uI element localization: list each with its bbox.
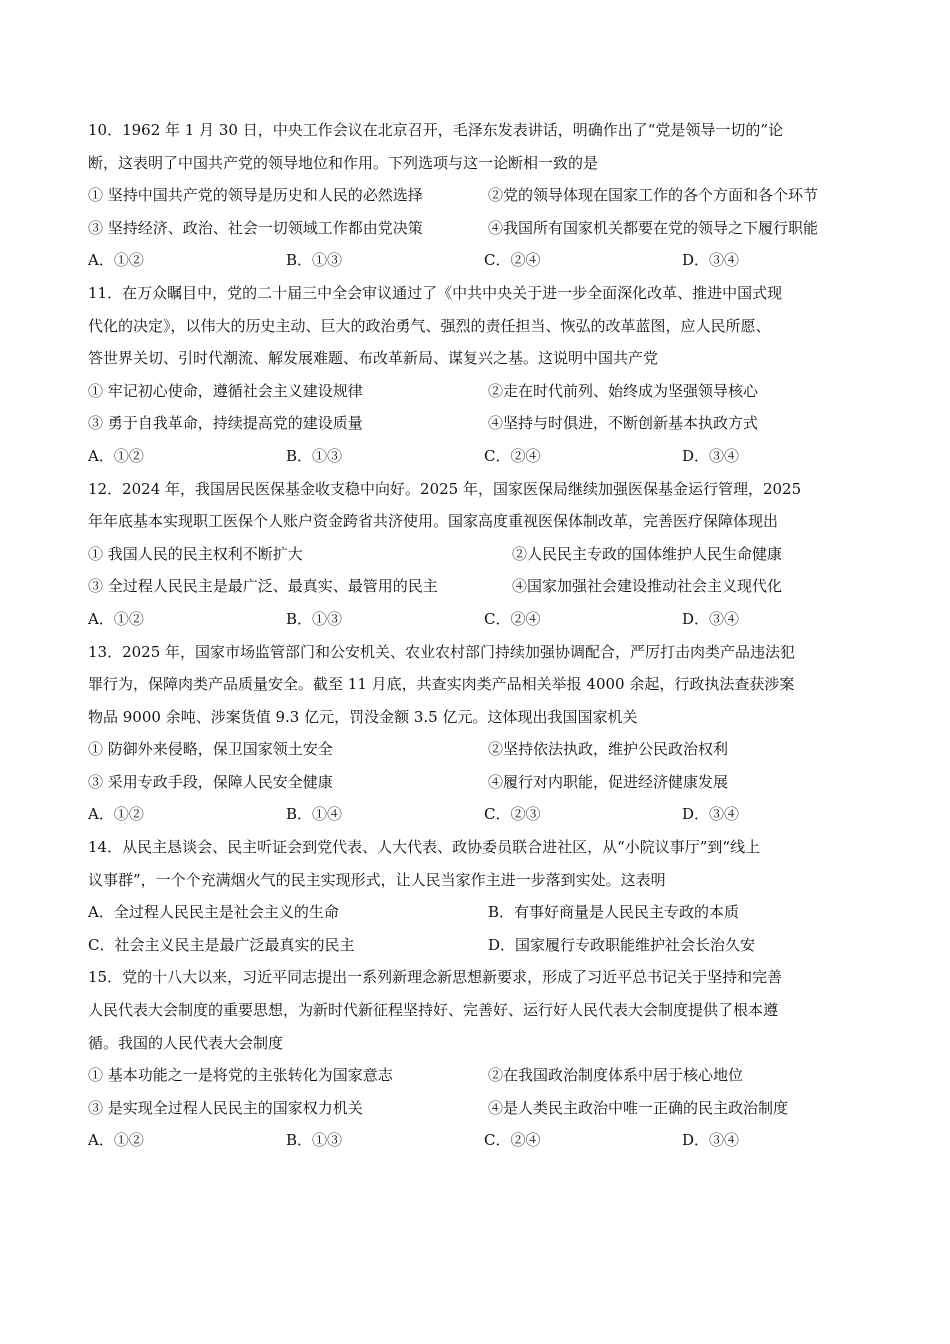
statement-row (88, 766, 878, 799)
statement-3: ③ 全过程人民民主是最广泛、最真实、最管用的民主 (88, 577, 438, 596)
statement-2: ②党的领导体现在国家工作的各个方面和各个环节 (488, 186, 819, 205)
statement-2: ②人民民主专政的国体维护人民生命健康 (512, 544, 783, 563)
statement-4: ④坚持与时俱进，不断创新基本执政方式 (488, 414, 759, 433)
option-b[interactable]: B．有事好商量是人民民主专政的本质 (488, 903, 740, 922)
option-c[interactable]: C．②④ (484, 1131, 541, 1150)
question-15 (88, 961, 878, 1157)
question-14 (88, 831, 878, 961)
option-d[interactable]: D．③④ (682, 805, 740, 824)
option-b[interactable]: B．①④ (286, 805, 343, 824)
statement-2: ②在我国政治制度体系中居于核心地位 (488, 1066, 744, 1085)
question-stem-line: 答世界关切、引时代潮流、解发展难题、布改革新局、谋复兴之基。这说明中国共产党 (88, 349, 659, 368)
statement-4: ④国家加强社会建设推动社会主义现代化 (512, 577, 783, 596)
statement-3: ③ 勇于自我革命，持续提高党的建设质量 (88, 414, 363, 433)
statement-2: ②坚持依法执政，维护公民政治权利 (488, 740, 729, 759)
statement-row (88, 407, 878, 440)
question-stem-line: 议事群”，一个个充满烟火气的民主实现形式，让人民当家作主进一步落到实处。这表明 (88, 870, 666, 889)
answer-options (88, 929, 878, 962)
statement-1: ① 我国人民的民主权利不断扩大 (88, 544, 303, 563)
option-a[interactable]: A．①② (88, 446, 144, 465)
option-c[interactable]: C．②④ (484, 609, 541, 628)
question-stem-line: 13．2025 年，国家市场监管部门和公安机关、农业农村部门持续加强协调配合，严厉打击肉类产品违法犯 (88, 642, 796, 661)
option-d[interactable]: D．国家履行专政职能维护社会长治久安 (488, 935, 756, 954)
option-b[interactable]: B．①③ (286, 609, 343, 628)
option-d[interactable]: D．③④ (682, 609, 740, 628)
question-stem-line: 10．1962 年 1 月 30 日，中央工作会议在北京召开，毛泽东发表讲话，明确作出了“党是领导一切的”论 (88, 121, 784, 139)
statement-row (88, 179, 878, 212)
statement-row (88, 538, 878, 571)
statement-4: ④我国所有国家机关都要在党的领导之下履行职能 (488, 218, 819, 237)
statement-4: ④是人类民主政治中唯一正确的民主政治制度 (488, 1098, 789, 1117)
answer-options (88, 1124, 878, 1157)
question-stem-line: 代化的决定》，以伟大的历史主动、巨大的政治勇气、强烈的责任担当、恢弘的改革蓝图，应人民所愿、 (88, 316, 771, 335)
question-13 (88, 636, 878, 832)
answer-options (88, 440, 878, 473)
option-d[interactable]: D．③④ (682, 1131, 740, 1150)
question-stem-line: 12．2024 年，我国居民医保基金收支稳中向好。2025 年，国家医保局继续加强医保基金运行管理，2025 (88, 479, 802, 498)
option-b[interactable]: B．①③ (286, 446, 343, 465)
question-11 (88, 277, 878, 473)
question-stem-line: 15．党的十八大以来，习近平同志提出一系列新理念新思想新要求，形成了习近平总书记关于坚持和完善 (88, 968, 783, 987)
option-d[interactable]: D．③④ (682, 446, 740, 465)
statement-2: ②走在时代前列、始终成为坚强领导核心 (488, 381, 759, 400)
question-stem-line: 罪行为，保障肉类产品质量安全。截至 11 月底，共查实肉类产品相关举报 4000 余起，行政执法查获涉案 (88, 675, 795, 694)
question-stem-line: 物品 9000 余吨、涉案货值 9.3 亿元，罚没金额 3.5 亿元。这体现出我国国家机关 (88, 707, 638, 726)
question-10 (88, 114, 878, 277)
option-d[interactable]: D．③④ (682, 251, 740, 270)
statement-3: ③ 坚持经济、政治、社会一切领域工作都由党决策 (88, 218, 423, 237)
statement-4: ④履行对内职能，促进经济健康发展 (488, 772, 729, 791)
question-stem-line: 年年底基本实现职工医保个人账户资金跨省共济使用。国家高度重视医保体制改革，完善医疗保障体现出 (88, 512, 779, 531)
answer-options (88, 244, 878, 277)
option-a[interactable]: A．①② (88, 609, 144, 628)
option-b[interactable]: B．①③ (286, 1131, 343, 1150)
statement-row (88, 375, 878, 408)
statement-row (88, 570, 878, 603)
option-b[interactable]: B．①③ (286, 251, 343, 270)
option-a[interactable]: A．①② (88, 1131, 144, 1150)
answer-options (88, 798, 878, 831)
statement-3: ③ 是实现全过程人民民主的国家权力机关 (88, 1098, 363, 1117)
statement-row (88, 1059, 878, 1092)
option-c[interactable]: C．②④ (484, 446, 541, 465)
question-stem-line: 断，这表明了中国共产党的领导地位和作用。下列选项与这一论断相一致的是 (88, 153, 599, 172)
option-a[interactable]: A．①② (88, 251, 144, 270)
option-c[interactable]: C．②④ (484, 251, 541, 270)
answer-options (88, 603, 878, 636)
question-12 (88, 473, 878, 636)
statement-row (88, 212, 878, 245)
answer-options (88, 896, 878, 929)
statement-1: ① 防御外来侵略，保卫国家领土安全 (88, 740, 333, 759)
statement-row (88, 1092, 878, 1125)
question-stem-line: 人民代表大会制度的重要思想，为新时代新征程坚持好、完善好、运行好人民代表大会制度提供了根本遵 (88, 1001, 779, 1020)
statement-row (88, 733, 878, 766)
option-c[interactable]: C．②③ (484, 805, 541, 824)
question-stem-line: 循。我国的人民代表大会制度 (88, 1033, 284, 1052)
statement-1: ① 基本功能之一是将党的主张转化为国家意志 (88, 1066, 393, 1085)
option-a[interactable]: A．全过程人民民主是社会主义的生命 (88, 903, 339, 922)
option-a[interactable]: A．①② (88, 805, 144, 824)
option-c[interactable]: C．社会主义民主是最广泛最真实的民主 (88, 935, 355, 954)
question-stem-line: 14．从民主恳谈会、民主听证会到党代表、人大代表、政协委员联合进社区，从“小院议事厅”到“线上 (88, 838, 761, 857)
statement-1: ① 牢记初心使命，遵循社会主义建设规律 (88, 381, 363, 400)
question-list (88, 114, 878, 1157)
statement-1: ① 坚持中国共产党的领导是历史和人民的必然选择 (88, 186, 423, 205)
question-stem-line: 11．在万众瞩目中，党的二十届三中全会审议通过了《中共中央关于进一步全面深化改革、推进中国式现 (88, 283, 783, 302)
statement-3: ③ 采用专政手段，保障人民安全健康 (88, 772, 333, 791)
